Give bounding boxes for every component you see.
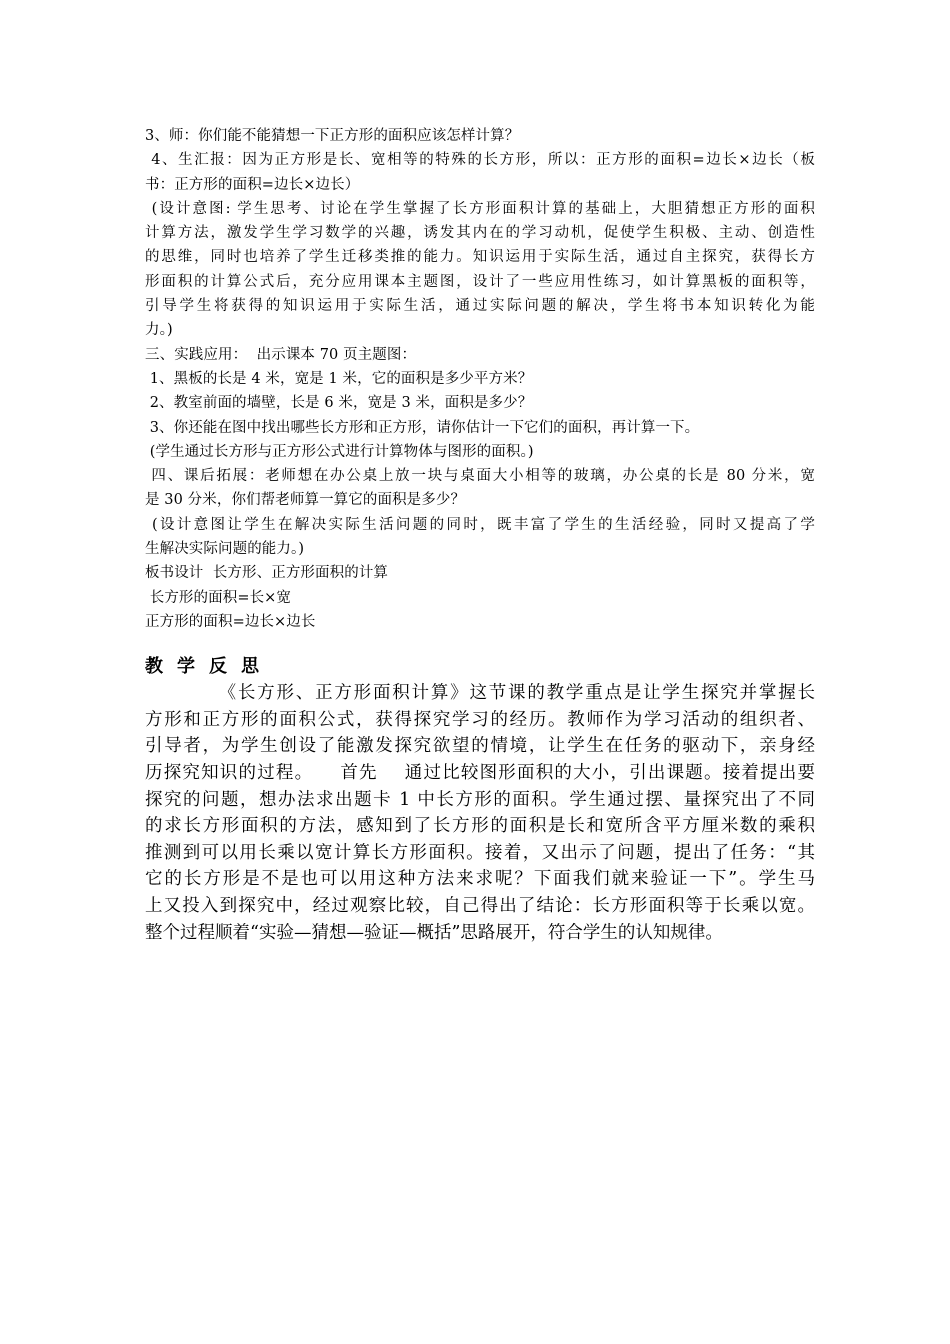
section-title: 教学反思 (145, 656, 273, 678)
text-line: 长方形的面积=长×宽 (145, 589, 292, 606)
paragraph-line: 探究的问题，想办法求出题卡 1 中长方形的面积。学生通过摆、量探究出了不同 (145, 789, 815, 810)
text-line: 力。) (145, 322, 173, 339)
text-line: 四、课后拓展：老师想在办公桌上放一块与桌面大小相等的玻璃，办公桌的长是 80 分米，宽 (145, 468, 815, 485)
paragraph-line: 历探究知识的过程。 首先 通过比较图形面积的大小，引出课题。接着提出要 (145, 763, 815, 784)
text-line: (设计意图让学生在解决实际生活问题的同时，既丰富了学生的生活经验，同时又提高了学 (145, 516, 815, 533)
paragraph-line: 整个过程顺着“实验—猜想—验证—概括”思路展开，符合学生的认知规律。 (145, 922, 723, 943)
paragraph-line: 它的长方形是不是也可以用这种方法来求呢？下面我们就来验证一下”。学生马 (145, 869, 815, 890)
text-line: 形面积的计算公式后，充分应用课本主题图，设计了一些应用性练习，如计算黑板的面积等， (145, 273, 815, 290)
paragraph-line: 的求长方形面积的方法，感知到了长方形的面积是长和宽所含平方厘米数的乘积 (145, 816, 815, 837)
text-line: 正方形的面积=边长×边长 (145, 613, 316, 630)
paragraph-line: 上又投入到探究中，经过观察比较，自己得出了结论：长方形面积等于长乘以宽。 (145, 895, 815, 916)
reflection-paragraph (145, 680, 815, 946)
text-line: (设计意图: 学生思考、讨论在学生掌握了长方形面积计算的基础上，大胆猜想正方形的面积 (145, 200, 815, 217)
paragraph-line: 推测到可以用长乘以宽计算长方形面积。接着，又出示了问题，提出了任务：“其 (145, 842, 815, 863)
paragraph-line: 方形和正方形的面积公式，获得探究学习的经历。教师作为学习活动的组织者、 (145, 709, 815, 730)
text-line: 引导学生将获得的知识运用于实际生活，通过实际问题的解决，学生将书本知识转化为能 (145, 298, 815, 315)
text-line: 书：正方形的面积=边长×边长） (145, 176, 360, 193)
text-line: 4、生汇报：因为正方形是长、宽相等的特殊的长方形，所以：正方形的面积=边长×边长（板 (145, 152, 815, 169)
paragraph-line: 《长方形、正方形面积计算》这节课的教学重点是让学生探究并掌握长 (145, 683, 815, 704)
text-line: 生解决实际问题的能力。) (145, 541, 305, 558)
text-line: 计算方法，激发学生学习数学的兴趣，诱发其内在的学习动机，促使学生积极、主动、创造性 (145, 225, 815, 242)
text-line: 3、师：你们能不能猜想一下正方形的面积应该怎样计算？ (145, 128, 520, 144)
paragraph-line: 引导者，为学生创设了能激发探究欲望的情境，让学生在任务的驱动下，亲身经 (145, 736, 815, 757)
text-line: 板书设计 长方形、正方形面积的计算 (145, 565, 389, 582)
text-line: 是 30 分米，你们帮老师算一算它的面积是多少？ (145, 492, 466, 509)
text-line: (学生通过长方形与正方形公式进行计算物体与图形的面积。) (145, 443, 534, 460)
text-line: 的思维，同时也培养了学生迁移类推的能力。知识运用于实际生活，通过自主探究，获得长方 (145, 249, 815, 266)
document-page (145, 124, 815, 946)
text-line: 三、实践应用： 出示课本 70 页主题图： (145, 346, 417, 363)
text-line: 1、黑板的长是 4 米，宽是 1 米，它的面积是多少平方米？ (145, 370, 533, 387)
text-line: 2、教室前面的墙壁，长是 6 米，宽是 3 米，面积是多少？ (145, 395, 533, 412)
text-line: 3、你还能在图中找出哪些长方形和正方形，请你估计一下它们的面积，再计算一下。 (145, 419, 700, 436)
